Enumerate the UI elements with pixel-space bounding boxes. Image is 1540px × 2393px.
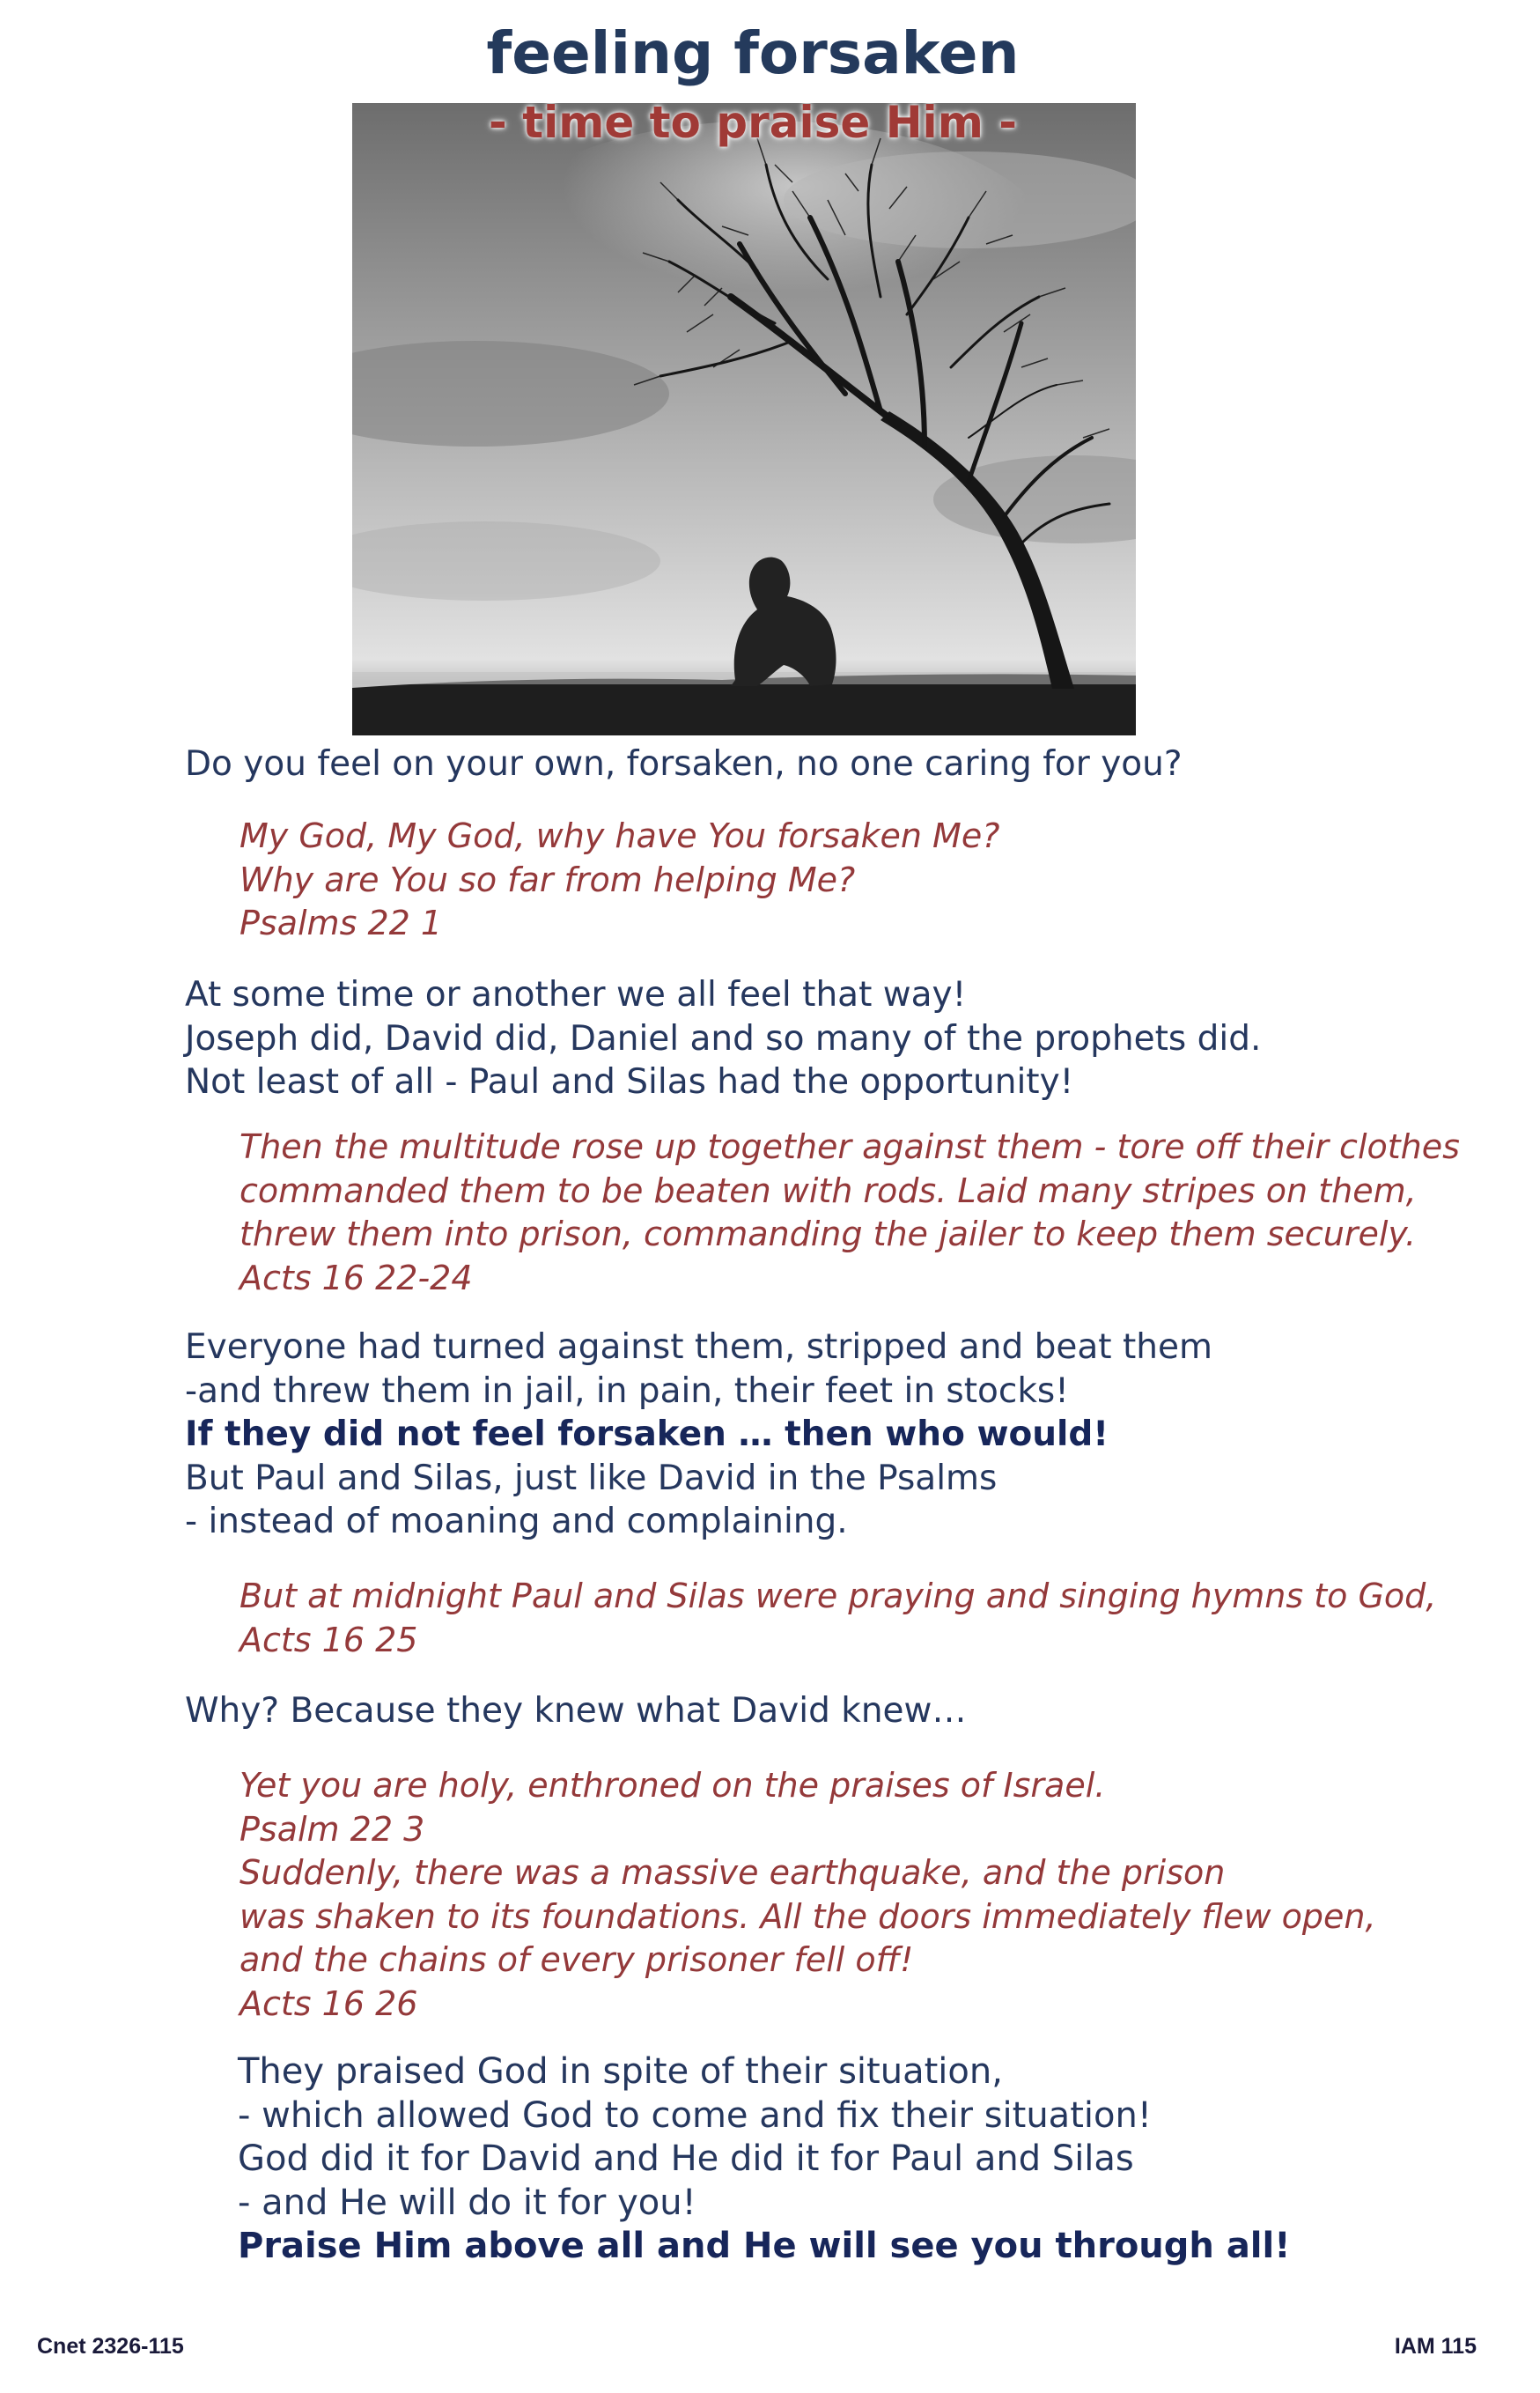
intro-line: Do you feel on your own, forsaken, no one caring for you?: [185, 744, 1183, 784]
verse-line: threw them into prison, commanding the jailer to keep them securely.: [239, 1215, 1417, 1253]
paragraph-line: Joseph did, David did, Daniel and so many of the prophets did.: [185, 1018, 1262, 1059]
verse-psalm-22-3-acts-16-26: [239, 1764, 1376, 2026]
page-title: feeling forsaken: [486, 19, 1020, 87]
paragraph-praised-god: [238, 2050, 1290, 2269]
verse-line: My God, My God, why have You forsaken Me?: [239, 816, 1000, 855]
paragraph-line: Everyone had turned against them, stripped and beat them: [185, 1327, 1212, 1367]
verse-reference: Psalm 22 3: [239, 1809, 425, 1849]
paragraph-line: But Paul and Silas, just like David in the Psalms: [185, 1458, 998, 1498]
verse-reference: Acts 16 22-24: [239, 1258, 473, 1297]
paragraph-line: - instead of moaning and complaining.: [185, 1502, 848, 1541]
paragraph-line: Why? Because they knew what David knew…: [185, 1691, 967, 1731]
intro-text: [185, 742, 1183, 787]
verse-line: But at midnight Paul and Silas were praying and singing hymns to God,: [239, 1577, 1437, 1615]
emphasis-line: If they did not feel forsaken … then who would!: [185, 1414, 1109, 1454]
verse-line: Yet you are holy, enthroned on the praises of Israel.: [239, 1766, 1106, 1805]
paragraph-turned-against: [185, 1326, 1212, 1544]
paragraph-line: God did it for David and He did it for Paul and Silas: [238, 2138, 1134, 2179]
paragraph-line: -and threw them in jail, in pain, their feet in stocks!: [185, 1370, 1069, 1411]
footer-code-right: IAM 115: [1394, 2334, 1477, 2359]
page-subtitle: - time to praise Him -: [489, 97, 1017, 148]
verse-line: was shaken to its foundations. All the doors immediately flew open,: [239, 1896, 1376, 1936]
paragraph-line: At some time or another we all feel that way!: [185, 975, 967, 1015]
verse-line: Suddenly, there was a massive earthquake, and the prison: [239, 1853, 1226, 1892]
tree-and-man-photo: [352, 103, 1136, 735]
verse-reference: Acts 16 25: [239, 1620, 418, 1659]
verse-line: and the chains of every prisoner fell off!: [239, 1940, 914, 1979]
paragraph-line: Not least of all - Paul and Silas had the opportunity!: [185, 1062, 1074, 1102]
paragraph-all-feel: [185, 973, 1261, 1104]
verse-line: Then the multitude rose up together against them - tore off their clothes: [239, 1127, 1460, 1166]
footer-code-left: Cnet 2326-115: [37, 2334, 184, 2359]
closing-emphasis-line: Praise Him above all and He will see you through all!: [238, 2226, 1291, 2266]
verse-line: Why are You so far from helping Me?: [239, 860, 856, 899]
verse-acts-16-25: [239, 1575, 1436, 1662]
verse-acts-16-22-24: [239, 1126, 1460, 1300]
paragraph-line: - and He will do it for you!: [238, 2182, 696, 2223]
paragraph-why: [185, 1689, 966, 1733]
verse-reference: Psalms 22 1: [239, 904, 443, 942]
verse-line: commanded them to be beaten with rods. Laid many stripes on them,: [239, 1171, 1417, 1210]
paragraph-line: They praised God in spite of their situation,: [238, 2051, 1003, 2092]
paragraph-line: - which allowed God to come and fix their situation!: [238, 2094, 1152, 2136]
verse-psalms-22-1: [239, 815, 999, 946]
verse-reference: Acts 16 26: [239, 1983, 418, 2023]
